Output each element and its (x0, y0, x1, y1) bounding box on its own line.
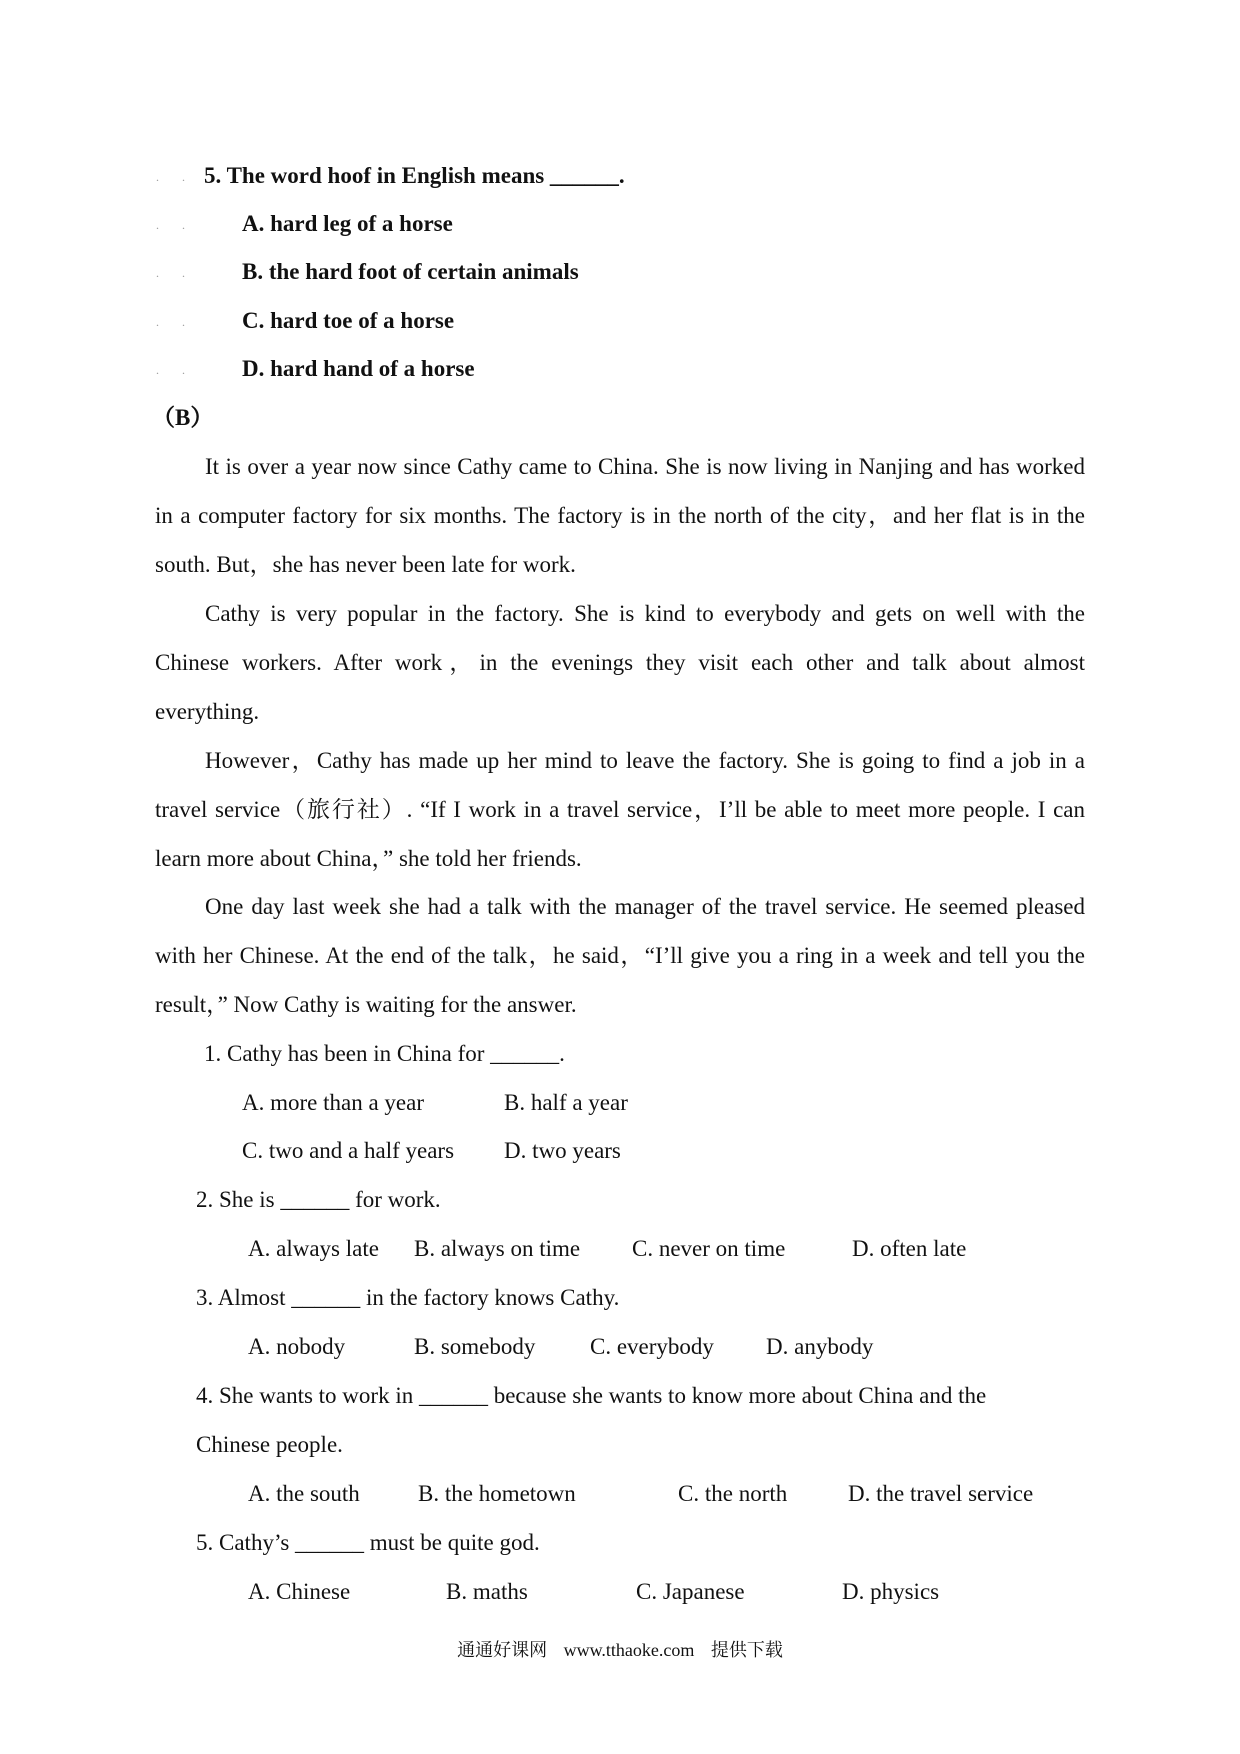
margin-mark: . . (156, 363, 195, 377)
question-a5-stem: 5. The word hoof in English means ______. (204, 163, 625, 188)
footer-site-name: 通通好课网 (457, 1640, 548, 1660)
question-options (0, 1333, 1240, 1361)
question-a5-option-b: B. the hard foot of certain animals (242, 259, 579, 284)
option: C. never on time (632, 1236, 786, 1261)
option: B. always on time (414, 1236, 581, 1261)
footer-suffix: 提供下载 (710, 1640, 783, 1660)
question-stem: 1. Cathy has been in China for ______. (204, 1041, 565, 1066)
option: C. the north (678, 1481, 788, 1506)
section-label: （B） (152, 405, 214, 430)
margin-mark: . . (156, 170, 195, 184)
question-options (0, 1089, 1240, 1117)
option: C. everybody (590, 1334, 714, 1359)
option: A. always late (248, 1236, 379, 1261)
option: D. physics (842, 1579, 940, 1604)
question-options (0, 1137, 1240, 1165)
page-footer (0, 1636, 1240, 1662)
footer-url[interactable]: www.tthaoke.com (563, 1640, 695, 1660)
question-a5-option-a: A. hard leg of a horse (242, 211, 453, 236)
option: A. Chinese (248, 1579, 351, 1604)
option: D. anybody (766, 1334, 874, 1359)
margin-mark: . . (156, 315, 195, 329)
option: A. the south (248, 1481, 360, 1506)
option: B. somebody (414, 1334, 536, 1359)
margin-mark: . . (156, 218, 195, 232)
option: B. the hometown (418, 1481, 576, 1506)
passage-paragraph: One day last week she had a talk with the manager of the travel service. He seemed pleased with her Chinese. At the end of the talk，he said，“I’ll give you a ring in a week and tell you the result，” Now Cathy is waiting for the answer. (155, 894, 1085, 1017)
margin-mark: . . (156, 266, 195, 280)
question-stem: 2. She is ______ for work. (196, 1187, 441, 1212)
question-options (0, 1578, 1240, 1606)
option: B. maths (446, 1579, 528, 1604)
question-options (0, 1480, 1240, 1508)
option: A. nobody (248, 1334, 346, 1359)
option: C. Japanese (636, 1579, 745, 1604)
passage-paragraph: Cathy is very popular in the factory. She is kind to everybody and gets on well with the Chinese workers. After work，in the evenings they visit each other and talk about almost everything. (155, 601, 1085, 724)
option: D. two years (504, 1138, 621, 1163)
question-a5-option-c: C. hard toe of a horse (242, 308, 455, 333)
question-options (0, 1235, 1240, 1263)
option: C. two and a half years (242, 1138, 455, 1163)
question-a5-option-d: D. hard hand of a horse (242, 356, 475, 381)
question-stem-continued: Chinese people. (196, 1432, 343, 1457)
option: D. the travel service (848, 1481, 1034, 1506)
passage-paragraph: However，Cathy has made up her mind to leave the factory. She is going to find a job in a travel service（旅行社）. “If I work in a travel service，I’ll be able to meet more people. I can learn more about China，” she told her friends. (155, 748, 1085, 871)
passage-paragraph: It is over a year now since Cathy came to China. She is now living in Nanjing and has worked in a computer factory for six months. The factory is in the north of the city，and her flat is in the south. But，she has never been late for work. (155, 454, 1085, 577)
option: D. often late (852, 1236, 967, 1261)
question-stem: 5. Cathy’s ______ must be quite god. (196, 1530, 540, 1555)
question-stem: 3. Almost ______ in the factory knows Cathy. (196, 1285, 620, 1310)
option: A. more than a year (242, 1090, 425, 1115)
option: B. half a year (504, 1090, 628, 1115)
question-stem: 4. She wants to work in ______ because she wants to know more about China and the (196, 1383, 987, 1408)
